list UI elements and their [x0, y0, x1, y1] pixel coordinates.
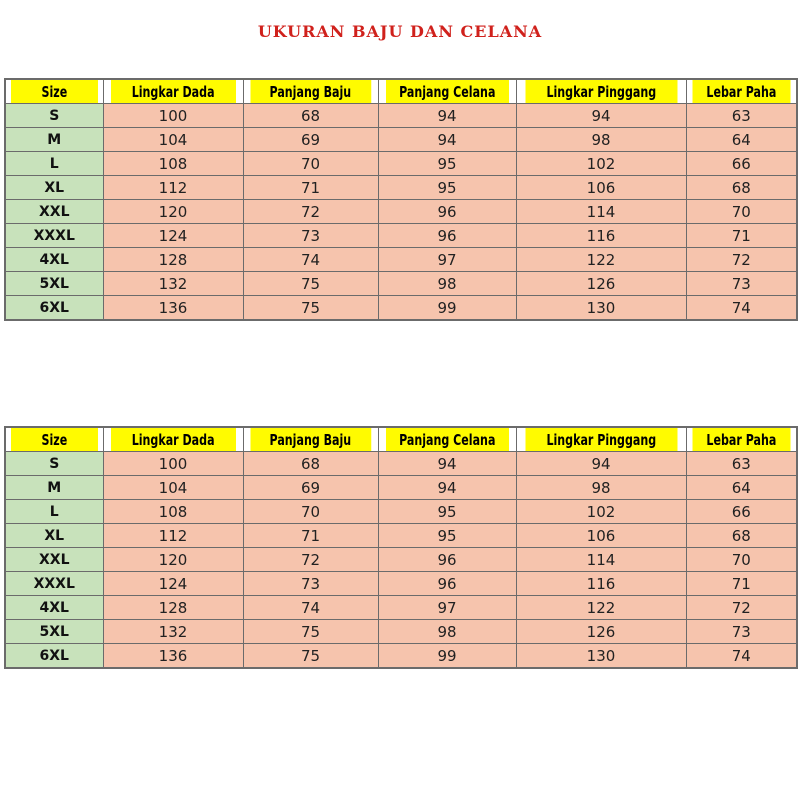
measurement-cell-panjang-baju: 70 — [243, 500, 378, 524]
column-header-panjang-baju — [250, 427, 372, 452]
measurement-cell-panjang-baju: 75 — [243, 644, 378, 669]
measurement-cell-lebar-paha: 71 — [686, 572, 797, 596]
measurement-cell-panjang-celana: 95 — [378, 176, 516, 200]
size-label-cell: XXXL — [5, 224, 103, 248]
measurement-cell-panjang-baju: 73 — [243, 224, 378, 248]
measurement-cell-panjang-baju: 73 — [243, 572, 378, 596]
measurement-cell-lingkar-dada: 100 — [103, 452, 243, 476]
measurement-cell-panjang-baju: 68 — [243, 104, 378, 128]
size-label-cell: XXL — [5, 200, 103, 224]
measurement-cell-panjang-baju: 72 — [243, 200, 378, 224]
measurement-cell-lingkar-dada: 104 — [103, 476, 243, 500]
measurement-cell-lingkar-dada: 132 — [103, 272, 243, 296]
column-header-label: Panjang Baju — [269, 430, 352, 449]
measurement-cell-lingkar-pinggang: 94 — [516, 452, 686, 476]
column-header-label: Panjang Baju — [269, 82, 352, 101]
measurement-cell-lingkar-pinggang: 114 — [516, 200, 686, 224]
column-header-size — [10, 427, 98, 452]
table-row — [5, 548, 797, 572]
measurement-cell-lingkar-dada: 108 — [103, 500, 243, 524]
measurement-cell-panjang-celana: 94 — [378, 452, 516, 476]
measurement-cell-lingkar-pinggang: 98 — [516, 128, 686, 152]
measurement-cell-panjang-baju: 71 — [243, 524, 378, 548]
measurement-cell-panjang-celana: 97 — [378, 596, 516, 620]
measurement-cell-lingkar-dada: 124 — [103, 572, 243, 596]
page-title: UKURAN BAJU DAN CELANA — [257, 22, 543, 41]
size-label-cell: M — [5, 476, 103, 500]
size-label-cell: XL — [5, 176, 103, 200]
table-row — [5, 524, 797, 548]
measurement-cell-lebar-paha: 72 — [686, 596, 797, 620]
measurement-cell-lingkar-dada: 112 — [103, 176, 243, 200]
table-row — [5, 104, 797, 128]
size-label-cell: XXXL — [5, 572, 103, 596]
measurement-cell-lingkar-pinggang: 122 — [516, 596, 686, 620]
measurement-cell-lingkar-pinggang: 116 — [516, 224, 686, 248]
measurement-cell-lingkar-dada: 100 — [103, 104, 243, 128]
column-header-label: Panjang Celana — [398, 430, 496, 449]
column-header-panjang-baju — [250, 79, 372, 104]
measurement-cell-lingkar-dada: 128 — [103, 596, 243, 620]
size-label-cell: XL — [5, 524, 103, 548]
measurement-cell-lingkar-pinggang: 130 — [516, 296, 686, 321]
measurement-cell-lingkar-pinggang: 126 — [516, 620, 686, 644]
measurement-cell-panjang-baju: 75 — [243, 272, 378, 296]
measurement-cell-lingkar-dada: 136 — [103, 644, 243, 669]
measurement-cell-lebar-paha: 70 — [686, 548, 797, 572]
column-header-label: Lingkar Dada — [131, 82, 215, 101]
measurement-cell-panjang-baju: 75 — [243, 620, 378, 644]
table-row — [5, 596, 797, 620]
measurement-cell-panjang-baju: 69 — [243, 128, 378, 152]
size-label-cell: L — [5, 152, 103, 176]
measurement-cell-panjang-celana: 99 — [378, 296, 516, 321]
table-row — [5, 476, 797, 500]
measurement-cell-panjang-baju: 74 — [243, 248, 378, 272]
measurement-cell-lebar-paha: 68 — [686, 176, 797, 200]
table-row — [5, 572, 797, 596]
measurement-cell-panjang-celana: 98 — [378, 620, 516, 644]
size-label-cell: 5XL — [5, 620, 103, 644]
measurement-cell-lebar-paha: 64 — [686, 476, 797, 500]
measurement-cell-panjang-celana: 96 — [378, 200, 516, 224]
measurement-cell-lingkar-dada: 120 — [103, 200, 243, 224]
size-chart-table-1 — [4, 78, 798, 321]
measurement-cell-lingkar-dada: 108 — [103, 152, 243, 176]
measurement-cell-panjang-celana: 95 — [378, 500, 516, 524]
size-label-cell: S — [5, 104, 103, 128]
column-header-label: Lingkar Pinggang — [546, 82, 656, 101]
measurement-cell-lingkar-pinggang: 122 — [516, 248, 686, 272]
measurement-cell-lebar-paha: 64 — [686, 128, 797, 152]
column-header-panjang-celana — [385, 79, 509, 104]
measurement-cell-lingkar-dada: 136 — [103, 296, 243, 321]
measurement-cell-lingkar-dada: 128 — [103, 248, 243, 272]
measurement-cell-lebar-paha: 66 — [686, 152, 797, 176]
size-label-cell: 6XL — [5, 296, 103, 321]
measurement-cell-lebar-paha: 66 — [686, 500, 797, 524]
table-row — [5, 152, 797, 176]
measurement-cell-lebar-paha: 63 — [686, 452, 797, 476]
measurement-cell-lingkar-pinggang: 106 — [516, 524, 686, 548]
size-label-cell: 6XL — [5, 644, 103, 669]
column-header-lingkar-dada — [110, 427, 236, 452]
size-label-cell: 4XL — [5, 248, 103, 272]
measurement-cell-lingkar-pinggang: 106 — [516, 176, 686, 200]
column-header-lebar-paha — [692, 427, 792, 452]
measurement-cell-panjang-celana: 95 — [378, 152, 516, 176]
column-header-label: Size — [41, 82, 68, 101]
size-label-cell: S — [5, 452, 103, 476]
column-header-lingkar-pinggang — [525, 79, 678, 104]
measurement-cell-panjang-celana: 96 — [378, 224, 516, 248]
column-header-size — [10, 79, 98, 104]
measurement-cell-panjang-baju: 70 — [243, 152, 378, 176]
column-header-label: Lebar Paha — [706, 82, 777, 101]
table-row — [5, 200, 797, 224]
size-chart-table-2 — [4, 426, 798, 669]
measurement-cell-lebar-paha: 74 — [686, 296, 797, 321]
measurement-cell-lebar-paha: 63 — [686, 104, 797, 128]
measurement-cell-lebar-paha: 70 — [686, 200, 797, 224]
column-header-panjang-celana — [385, 427, 509, 452]
measurement-cell-panjang-celana: 99 — [378, 644, 516, 669]
size-label-cell: 4XL — [5, 596, 103, 620]
size-label-cell: 5XL — [5, 272, 103, 296]
table-row — [5, 272, 797, 296]
column-header-lingkar-pinggang — [525, 427, 678, 452]
column-header-lingkar-dada — [110, 79, 236, 104]
measurement-cell-lingkar-pinggang: 114 — [516, 548, 686, 572]
measurement-cell-lingkar-pinggang: 126 — [516, 272, 686, 296]
table-row — [5, 296, 797, 321]
measurement-cell-lebar-paha: 74 — [686, 644, 797, 669]
measurement-cell-panjang-celana: 98 — [378, 272, 516, 296]
measurement-cell-panjang-celana: 96 — [378, 548, 516, 572]
measurement-cell-panjang-baju: 74 — [243, 596, 378, 620]
measurement-cell-lingkar-pinggang: 102 — [516, 152, 686, 176]
measurement-cell-panjang-celana: 97 — [378, 248, 516, 272]
measurement-cell-panjang-baju: 72 — [243, 548, 378, 572]
column-header-label: Lingkar Pinggang — [546, 430, 656, 449]
measurement-cell-lingkar-dada: 132 — [103, 620, 243, 644]
column-header-label: Size — [41, 430, 68, 449]
measurement-cell-panjang-baju: 68 — [243, 452, 378, 476]
measurement-cell-lingkar-dada: 112 — [103, 524, 243, 548]
size-label-cell: L — [5, 500, 103, 524]
measurement-cell-lebar-paha: 73 — [686, 272, 797, 296]
measurement-cell-lingkar-dada: 104 — [103, 128, 243, 152]
measurement-cell-lebar-paha: 68 — [686, 524, 797, 548]
table-row — [5, 620, 797, 644]
table-row — [5, 500, 797, 524]
measurement-cell-lingkar-pinggang: 116 — [516, 572, 686, 596]
measurement-cell-panjang-baju: 71 — [243, 176, 378, 200]
table-row — [5, 128, 797, 152]
column-header-label: Lingkar Dada — [131, 430, 215, 449]
column-header-label: Panjang Celana — [398, 82, 496, 101]
header-row — [5, 79, 797, 104]
measurement-cell-panjang-celana: 96 — [378, 572, 516, 596]
measurement-cell-panjang-celana: 94 — [378, 476, 516, 500]
measurement-cell-lingkar-dada: 120 — [103, 548, 243, 572]
measurement-cell-lingkar-dada: 124 — [103, 224, 243, 248]
measurement-cell-lingkar-pinggang: 94 — [516, 104, 686, 128]
table-row — [5, 248, 797, 272]
measurement-cell-lebar-paha: 72 — [686, 248, 797, 272]
size-label-cell: XXL — [5, 548, 103, 572]
measurement-cell-lebar-paha: 73 — [686, 620, 797, 644]
measurement-cell-panjang-celana: 94 — [378, 128, 516, 152]
column-header-label: Lebar Paha — [706, 430, 777, 449]
table-row — [5, 224, 797, 248]
measurement-cell-lebar-paha: 71 — [686, 224, 797, 248]
table-row — [5, 452, 797, 476]
measurement-cell-lingkar-pinggang: 130 — [516, 644, 686, 669]
table-row — [5, 644, 797, 669]
header-row — [5, 427, 797, 452]
measurement-cell-lingkar-pinggang: 98 — [516, 476, 686, 500]
size-label-cell: M — [5, 128, 103, 152]
measurement-cell-panjang-celana: 94 — [378, 104, 516, 128]
measurement-cell-panjang-baju: 75 — [243, 296, 378, 321]
table-row — [5, 176, 797, 200]
measurement-cell-lingkar-pinggang: 102 — [516, 500, 686, 524]
measurement-cell-panjang-baju: 69 — [243, 476, 378, 500]
measurement-cell-panjang-celana: 95 — [378, 524, 516, 548]
column-header-lebar-paha — [692, 79, 792, 104]
